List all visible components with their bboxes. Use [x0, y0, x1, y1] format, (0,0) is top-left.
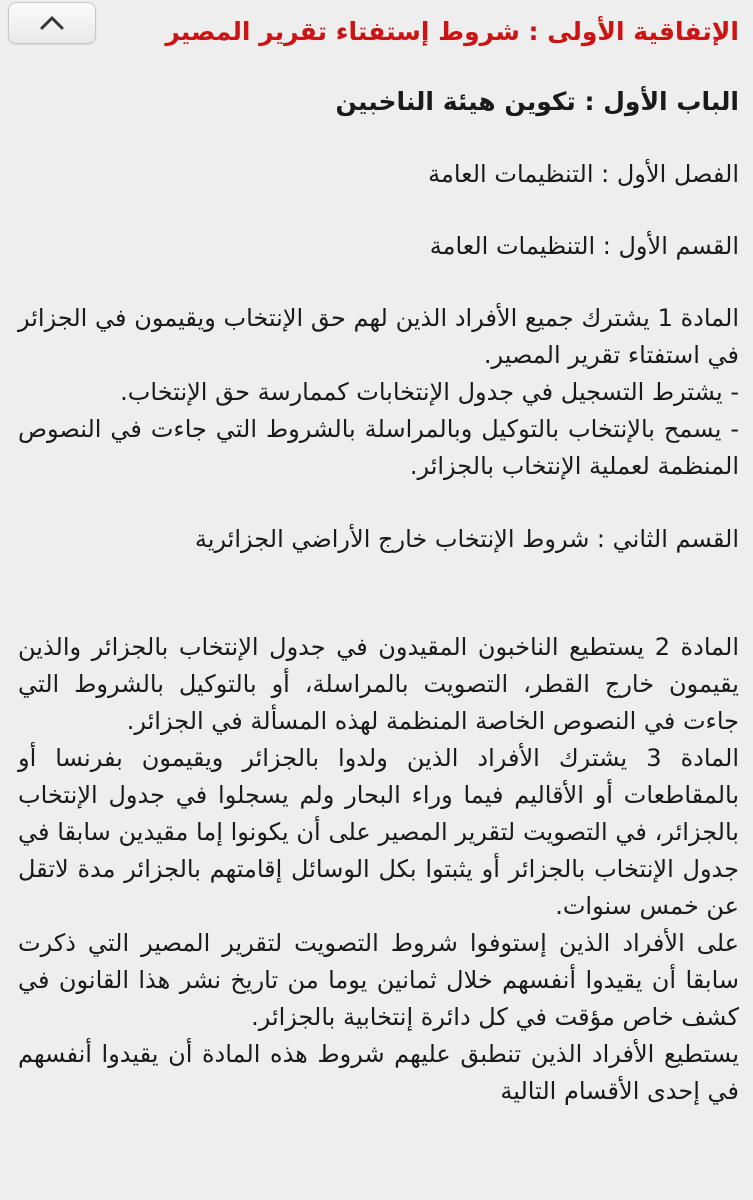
chevron-up-icon: [39, 15, 65, 31]
section2-heading: القسم الثاني : شروط الإنتخاب خارج الأراضي الجزائرية: [194, 525, 739, 553]
spacer: [18, 557, 739, 629]
article-2: المادة 2 يستطيع الناخبون المقيدون في جدول الإنتخاب بالجزائر والذين يقيمون خارج القطر، التصويت بالمراسلة، أو بالتوكيل بالشروط التي جاءت في النصوص الخاصة المنظمة لهذه المسألة في الجزائر.: [18, 633, 739, 735]
chapter-heading: الباب الأول : تكوين هيئة الناخبين: [335, 87, 739, 116]
article-1-point-2: - يسمح بالإنتخاب بالتوكيل وبالمراسلة بالشروط التي جاءت في النصوص المنظمة لعملية الإنتخاب بالجزائر.: [18, 415, 739, 480]
section1-heading: القسم الأول : التنظيمات العامة: [429, 232, 739, 260]
part-heading: الفصل الأول : التنظيمات العامة: [428, 160, 739, 188]
document-title: الإتفاقية الأولى : شروط إستفتاء تقرير المصير: [165, 17, 739, 46]
collapse-button[interactable]: [8, 2, 96, 44]
article-3-paragraph-2: على الأفراد الذين إستوفوا شروط التصويت لتقرير المصير التي ذكرت سابقا أن يقيدوا أنفسهم خلال ثمانين يوما من تاريخ نشر هذا القانون في كشف خاص مؤقت في كل دائرة إنتخابية بالجزائر.: [18, 929, 739, 1031]
spacer: [18, 485, 739, 521]
article-3: المادة 3 يشترك الأفراد الذين ولدوا بالجزائر ويقيمون بفرنسا أو بالمقاطعات أو الأقاليم فيما وراء البحار ولم يسجلوا في جدول الإنتخاب بالجزائر، في التصويت لتقرير المصير على أن يكونوا إما مقيدين سابقا في جدول الإنتخاب بالجزائر أو يثبتوا بكل الوسائل إقامتهم بالجزائر مدة لاتقل عن خمس سنوات.: [18, 744, 739, 920]
article-3-paragraph-3: يستطيع الأفراد الذين تنطبق عليهم شروط هذه المادة أن يقيدوا أنفسهم في إحدى الأقسام التالية: [18, 1040, 739, 1105]
article-1: المادة 1 يشترك جميع الأفراد الذين لهم حق الإنتخاب ويقيمون في الجزائر في استفتاء تقرير المصير.: [18, 304, 740, 369]
article-1-point-1: - يشترط التسجيل في جدول الإنتخابات كممارسة حق الإنتخاب.: [120, 378, 739, 406]
